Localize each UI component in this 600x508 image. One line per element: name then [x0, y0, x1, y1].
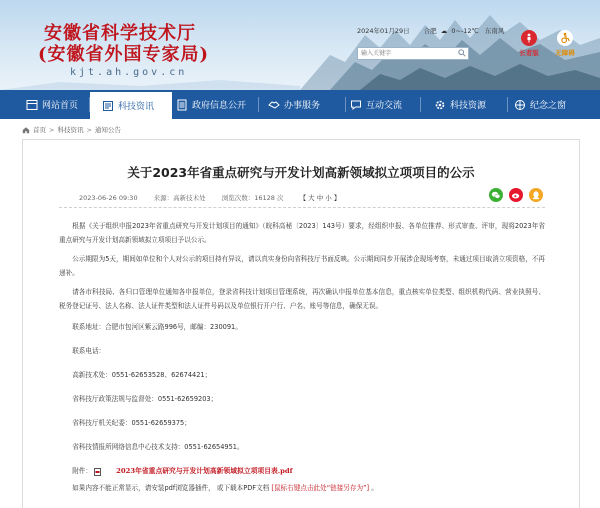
article-title: 关于2023年省重点研究与开发计划高新领域拟立项项目的公示 [127, 165, 475, 180]
handshake-icon [268, 99, 280, 111]
weather-temperature: 0~-12℃ [451, 27, 479, 35]
nav-divider [258, 97, 259, 112]
weather-city: 合肥 [423, 27, 437, 35]
nav-interaction-label: 互动交流 [366, 101, 403, 111]
nav-memorial[interactable] [514, 90, 566, 119]
site-domain: kjt.ah.gov.cn [70, 67, 188, 78]
home-icon [26, 99, 38, 111]
view-count: 浏览次数：16128 次 [221, 194, 284, 202]
pdf-file-icon [94, 468, 101, 476]
nav-resources[interactable] [434, 90, 486, 119]
breadcrumb-home-icon [22, 126, 30, 134]
publish-date: 2023-06-26 09:30 [79, 194, 138, 202]
attachment-link[interactable]: 2023年省重点研究与开发计划高新领域拟立项项目表.pdf [116, 467, 293, 475]
site-header [0, 0, 600, 90]
nav-interaction[interactable] [350, 90, 402, 119]
breadcrumb-home[interactable]: 首页 [33, 126, 46, 134]
window-icon [514, 99, 526, 111]
attachment-label: 附件： [72, 467, 92, 475]
search-icon[interactable] [458, 49, 466, 57]
weather-cloud-icon: ☁ [440, 27, 448, 35]
nav-tech-news[interactable] [90, 90, 172, 119]
site-title: 安徽省科学技术厅 [44, 23, 196, 44]
nav-divider [507, 97, 508, 112]
site-subtitle: (安徽省外国专家局) [38, 44, 210, 65]
pdf-help-end: 。 [371, 483, 378, 492]
meta-divider [59, 207, 545, 208]
breadcrumb-separator: > [86, 125, 92, 134]
weather-wind: 东南风 [484, 27, 505, 35]
pdf-help-note [59, 482, 545, 496]
article-panel [22, 139, 580, 508]
current-date: 2024年01月29日 [357, 27, 410, 35]
wechat-share-icon[interactable] [489, 188, 503, 202]
nav-divider [345, 97, 346, 112]
date-weather-bar [357, 26, 516, 35]
elder-mode-label: 长者版 [519, 49, 539, 57]
breadcrumb [22, 125, 121, 134]
qq-share-icon[interactable] [529, 188, 543, 202]
contact-phone-hitech: 高新技术处：0551-62653528、62674421； [72, 371, 212, 379]
breadcrumb-notices[interactable]: 通知公告 [94, 126, 121, 134]
elder-mode-button[interactable] [512, 30, 546, 57]
nav-gov-info[interactable] [176, 90, 246, 119]
search-input[interactable] [357, 47, 469, 60]
main-nav [0, 90, 600, 119]
nav-home[interactable] [26, 90, 78, 119]
contact-address: 联系地址：合肥市包河区紫云路996号，邮编：230091。 [72, 323, 242, 331]
article-meta [79, 193, 354, 202]
nav-memorial-label: 纪念之窗 [530, 101, 567, 111]
weibo-share-icon[interactable] [509, 188, 523, 202]
elder-icon [521, 30, 537, 46]
contact-phone-policy: 省科技厅政策法规与监督处：0551-62659203； [72, 395, 218, 403]
paragraph: 请各市科技局、各归口管理单位通知各申报单位，登录省科技计划项目管理系统，再次确认申报单位基本信息，重点核实单位类型、组织机构代码、营业执照号、税务登记证号、法人名称、法人证件类型和法人证件号码以及单位银行开户行、户名、账号等信息，确保无误。 [59, 288, 545, 310]
breadcrumb-separator: > [49, 125, 55, 134]
save-as-link[interactable]: [鼠标右键点击此处“链接另存为”] [271, 483, 370, 492]
attachment-row [59, 465, 545, 479]
paragraph: 公示期限为5天，期间如单位和个人对公示的项目持有异议，请以真实身份向省科技厅书面反映。公示期间同步开展涉企现场考察，未通过项目取消立项资格，不再递补。 [59, 255, 545, 277]
gear-icon [434, 99, 446, 111]
nav-tech-news-label: 科技资讯 [118, 102, 155, 112]
breadcrumb-tech-news[interactable]: 科技资讯 [57, 126, 84, 134]
wheelchair-icon [557, 30, 573, 46]
nav-services-label: 办事服务 [284, 101, 321, 111]
document-icon [176, 99, 188, 111]
pdf-help-text: 如果内容不能正常显示，请安装pdf浏览器插件， 或下载本PDF文档 [72, 483, 270, 492]
news-icon [102, 100, 114, 112]
contact-phone-tech-support: 省科技情报所网络信息中心技术支持：0551-62654951。 [72, 443, 244, 451]
article-source: 来源：高新技术处 [153, 194, 206, 202]
nav-divider [420, 97, 421, 112]
contact-phone-discipline: 省科技厅机关纪委：0551-62659375； [72, 419, 191, 427]
article-body [59, 220, 545, 495]
paragraph: 根据《关于组织申报2023年省重点研究与开发计划项目的通知》（皖科高秘〔2023〕143号）要求，经组织申报、各单位推荐、形式审查、评审，现将2023年省重点研究与开发计划高新领域拟立项项目予以公示。 [59, 222, 545, 244]
accessibility-label: 无障碍 [555, 49, 575, 57]
nav-resources-label: 科技资源 [450, 101, 487, 111]
chat-icon [350, 99, 362, 111]
accessibility-button[interactable] [548, 30, 582, 57]
nav-home-label: 网站首页 [42, 101, 79, 111]
nav-gov-info-label: 政府信息公开 [192, 101, 247, 111]
font-size-control[interactable]: 【 大 中 小 】 [299, 194, 341, 202]
contact-phone-heading: 联系电话： [72, 347, 106, 355]
nav-services[interactable] [268, 90, 320, 119]
